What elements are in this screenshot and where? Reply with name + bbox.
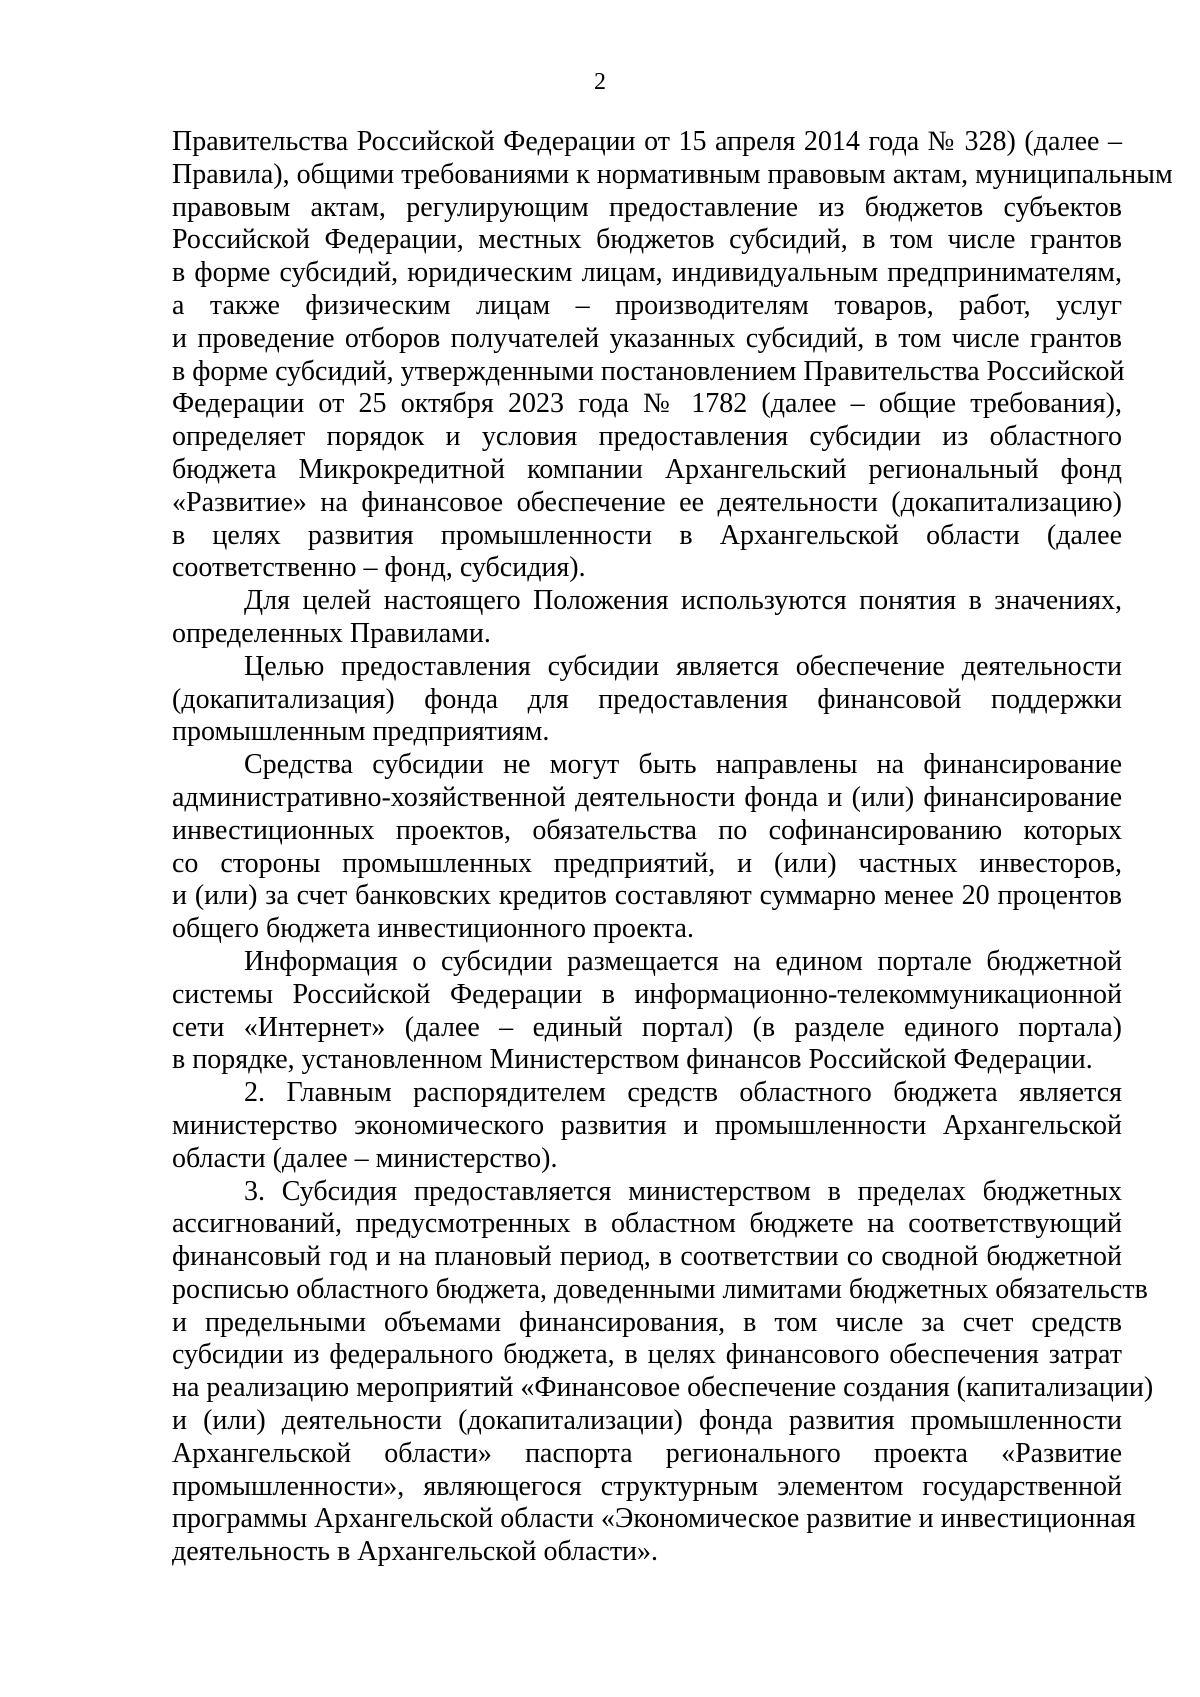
text-line: на реализацию мероприятий «Финансовое обеспечение создания (капитализации) — [172, 1372, 1154, 1404]
text-line: Информация о субсидии размещается на едином портале бюджетной — [244, 945, 1122, 977]
text-line: 3. Субсидия предоставляется министерством в пределах бюджетных — [244, 1175, 1122, 1207]
text-line: деятельность в Архангельской области». — [172, 1536, 659, 1568]
text-line: «Развитие» на финансовое обеспечение ее деятельности (докапитализацию) — [172, 486, 1122, 518]
text-line: и (или) деятельности (докапитализации) фонда развития промышленности — [172, 1405, 1122, 1437]
text-line: 2. Главным распорядителем средств областного бюджета является — [244, 1077, 1122, 1109]
text-line: в целях развития промышленности в Архангельской области (далее — [172, 519, 1122, 551]
document-body — [172, 126, 1173, 1569]
text-line: субсидии из федерального бюджета, в целях финансового обеспечения затрат — [172, 1339, 1122, 1371]
text-line: Российской Федерации, местных бюджетов субсидий, в том числе грантов — [172, 224, 1122, 256]
text-line: Федерации от 25 октября 2023 года № 1782 (далее – общие требования), — [172, 388, 1122, 420]
text-line: Для целей настоящего Положения используются понятия в значениях, — [244, 585, 1122, 617]
text-line: Правила), общими требованиями к нормативным правовым актам, муниципальным — [172, 158, 1173, 190]
text-line: промышленности», являющегося структурным элементом государственной — [172, 1470, 1122, 1502]
text-line: промышленным предприятиям. — [172, 716, 550, 748]
text-line: в форме субсидий, юридическим лицам, индивидуальным предпринимателям, — [172, 257, 1122, 289]
text-line: сети «Интернет» (далее – единый портал) (в разделе единого портала) — [172, 1011, 1122, 1043]
text-line: программы Архангельской области «Экономическое развитие и инвестиционная — [172, 1503, 1136, 1535]
text-line: в порядке, установленном Министерством финансов Российской Федерации. — [172, 1044, 1093, 1076]
text-line: (докапитализация) фонда для предоставления финансовой поддержки — [172, 683, 1122, 715]
text-line: а также физическим лицам – производителям товаров, работ, услуг — [172, 289, 1122, 321]
text-line: Целью предоставления субсидии является обеспечение деятельности — [244, 650, 1122, 682]
text-line: финансовый год и на плановый период, в соответствии со сводной бюджетной — [172, 1241, 1122, 1273]
text-line: правовым актам, регулирующим предоставление из бюджетов субъектов — [172, 191, 1122, 223]
text-line: и (или) за счет банковских кредитов составляют суммарно менее 20 процентов — [172, 880, 1122, 912]
paragraph — [172, 1175, 1154, 1570]
page-number: 2 — [594, 69, 606, 95]
text-line: области (далее – министерство). — [172, 1142, 558, 1174]
text-line: определенных Правилами. — [172, 617, 491, 649]
text-line: Архангельской области» паспорта регионального проекта «Развитие — [172, 1437, 1122, 1469]
paragraph — [172, 749, 1122, 946]
text-line: Правительства Российской Федерации от 15 апреля 2014 года № 328) (далее – — [172, 126, 1122, 157]
text-line: инвестиционных проектов, обязательства по софинансированию которых — [172, 814, 1122, 846]
paragraph — [172, 1077, 1122, 1175]
paragraph — [172, 651, 1122, 749]
paragraph — [172, 585, 1122, 651]
text-line: Средства субсидии не могут быть направлены на финансирование — [244, 749, 1122, 781]
text-line: росписью областного бюджета, доведенными лимитами бюджетных обязательств — [172, 1273, 1148, 1305]
text-line: соответственно – фонд, субсидия). — [172, 552, 586, 584]
text-line: бюджета Микрокредитной компании Архангельский региональный фонд — [172, 453, 1122, 485]
text-line: со стороны промышленных предприятий, и (или) частных инвесторов, — [172, 847, 1122, 879]
text-line: и проведение отборов получателей указанных субсидий, в том числе грантов — [172, 322, 1122, 354]
text-line: в форме субсидий, утвержденными постановлением Правительства Российской — [172, 355, 1125, 387]
text-line: ассигнований, предусмотренных в областном бюджете на соответствующий — [172, 1208, 1122, 1240]
text-line: общего бюджета инвестиционного проекта. — [172, 913, 694, 945]
paragraph — [172, 946, 1122, 1077]
paragraph — [172, 126, 1173, 585]
text-line: определяет порядок и условия предоставления субсидии из областного — [172, 421, 1122, 453]
text-line: и предельными объемами финансирования, в том числе за счет средств — [172, 1306, 1122, 1338]
text-line: административно-хозяйственной деятельности фонда и (или) финансирование — [172, 781, 1122, 813]
text-line: системы Российской Федерации в информационно-телекоммуникационной — [172, 978, 1122, 1010]
text-line: министерство экономического развития и промышленности Архангельской — [172, 1109, 1122, 1141]
